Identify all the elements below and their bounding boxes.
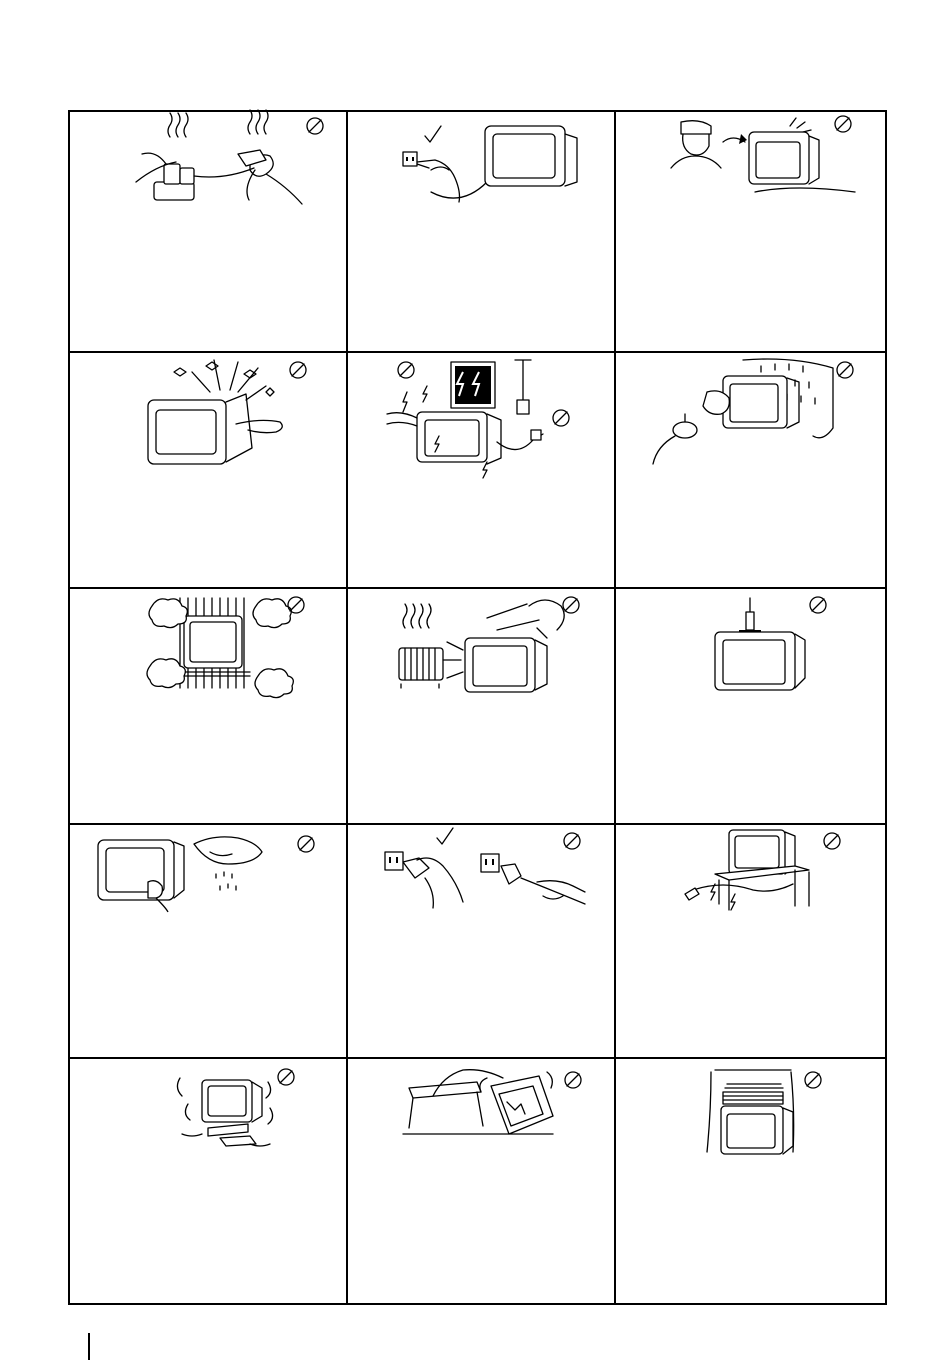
prohibition-icon bbox=[288, 597, 304, 613]
prohibition-icon bbox=[278, 1069, 294, 1085]
cell-overloaded-outlets bbox=[70, 112, 345, 350]
service-technician-illustration bbox=[615, 112, 886, 350]
cell-heat-sunlight bbox=[347, 588, 613, 822]
cell-pull-plug bbox=[347, 824, 613, 1056]
prohibition-icon bbox=[307, 118, 323, 134]
unstable-placement-illustration bbox=[70, 1058, 345, 1304]
cell-no-objects-in-vents bbox=[70, 352, 345, 586]
cell-no-candle bbox=[615, 588, 886, 822]
prohibition-icon bbox=[824, 833, 840, 849]
prohibition-icon bbox=[398, 362, 414, 378]
lightning-storm-illustration bbox=[347, 352, 613, 586]
covered-tv-illustration bbox=[615, 1058, 886, 1304]
cell-crushed-cord bbox=[615, 824, 886, 1056]
objects-in-vents-illustration bbox=[70, 352, 345, 586]
prohibition-icon bbox=[805, 1072, 821, 1088]
prohibition-icon bbox=[290, 362, 306, 378]
pull-plug-illustration bbox=[347, 824, 613, 1056]
cell-unplug-by-plug bbox=[347, 112, 613, 350]
cleaning-illustration bbox=[70, 824, 345, 1056]
cell-cleaning bbox=[70, 824, 345, 1056]
prohibition-icon bbox=[564, 833, 580, 849]
cell-service-technician bbox=[615, 112, 886, 350]
prohibition-icon bbox=[298, 836, 314, 852]
prohibition-icon bbox=[565, 1072, 581, 1088]
prohibition-icon bbox=[835, 116, 851, 132]
checkmark-icon bbox=[437, 828, 453, 844]
cell-lightning-storm bbox=[347, 352, 613, 586]
cell-blocked-ventilation bbox=[70, 588, 345, 822]
prohibition-icon bbox=[810, 597, 826, 613]
heat-sunlight-illustration bbox=[347, 588, 613, 822]
page-footer-rule bbox=[88, 1333, 90, 1360]
prohibition-icon bbox=[553, 410, 569, 426]
prohibition-icon bbox=[563, 597, 579, 613]
cell-covered-tv bbox=[615, 1058, 886, 1304]
overloaded-outlet-illustration bbox=[70, 112, 345, 350]
falling-tv-illustration bbox=[347, 1058, 613, 1304]
moisture-illustration bbox=[615, 352, 886, 586]
cell-falling-tv bbox=[347, 1058, 613, 1304]
candle-on-tv-illustration bbox=[615, 588, 886, 822]
blocked-ventilation-illustration bbox=[70, 588, 345, 822]
cell-moisture bbox=[615, 352, 886, 586]
cell-unstable-placement bbox=[70, 1058, 345, 1304]
crushed-cord-illustration bbox=[615, 824, 886, 1056]
prohibition-icon bbox=[837, 362, 853, 378]
unplug-illustration bbox=[347, 112, 613, 350]
checkmark-icon bbox=[425, 126, 441, 142]
